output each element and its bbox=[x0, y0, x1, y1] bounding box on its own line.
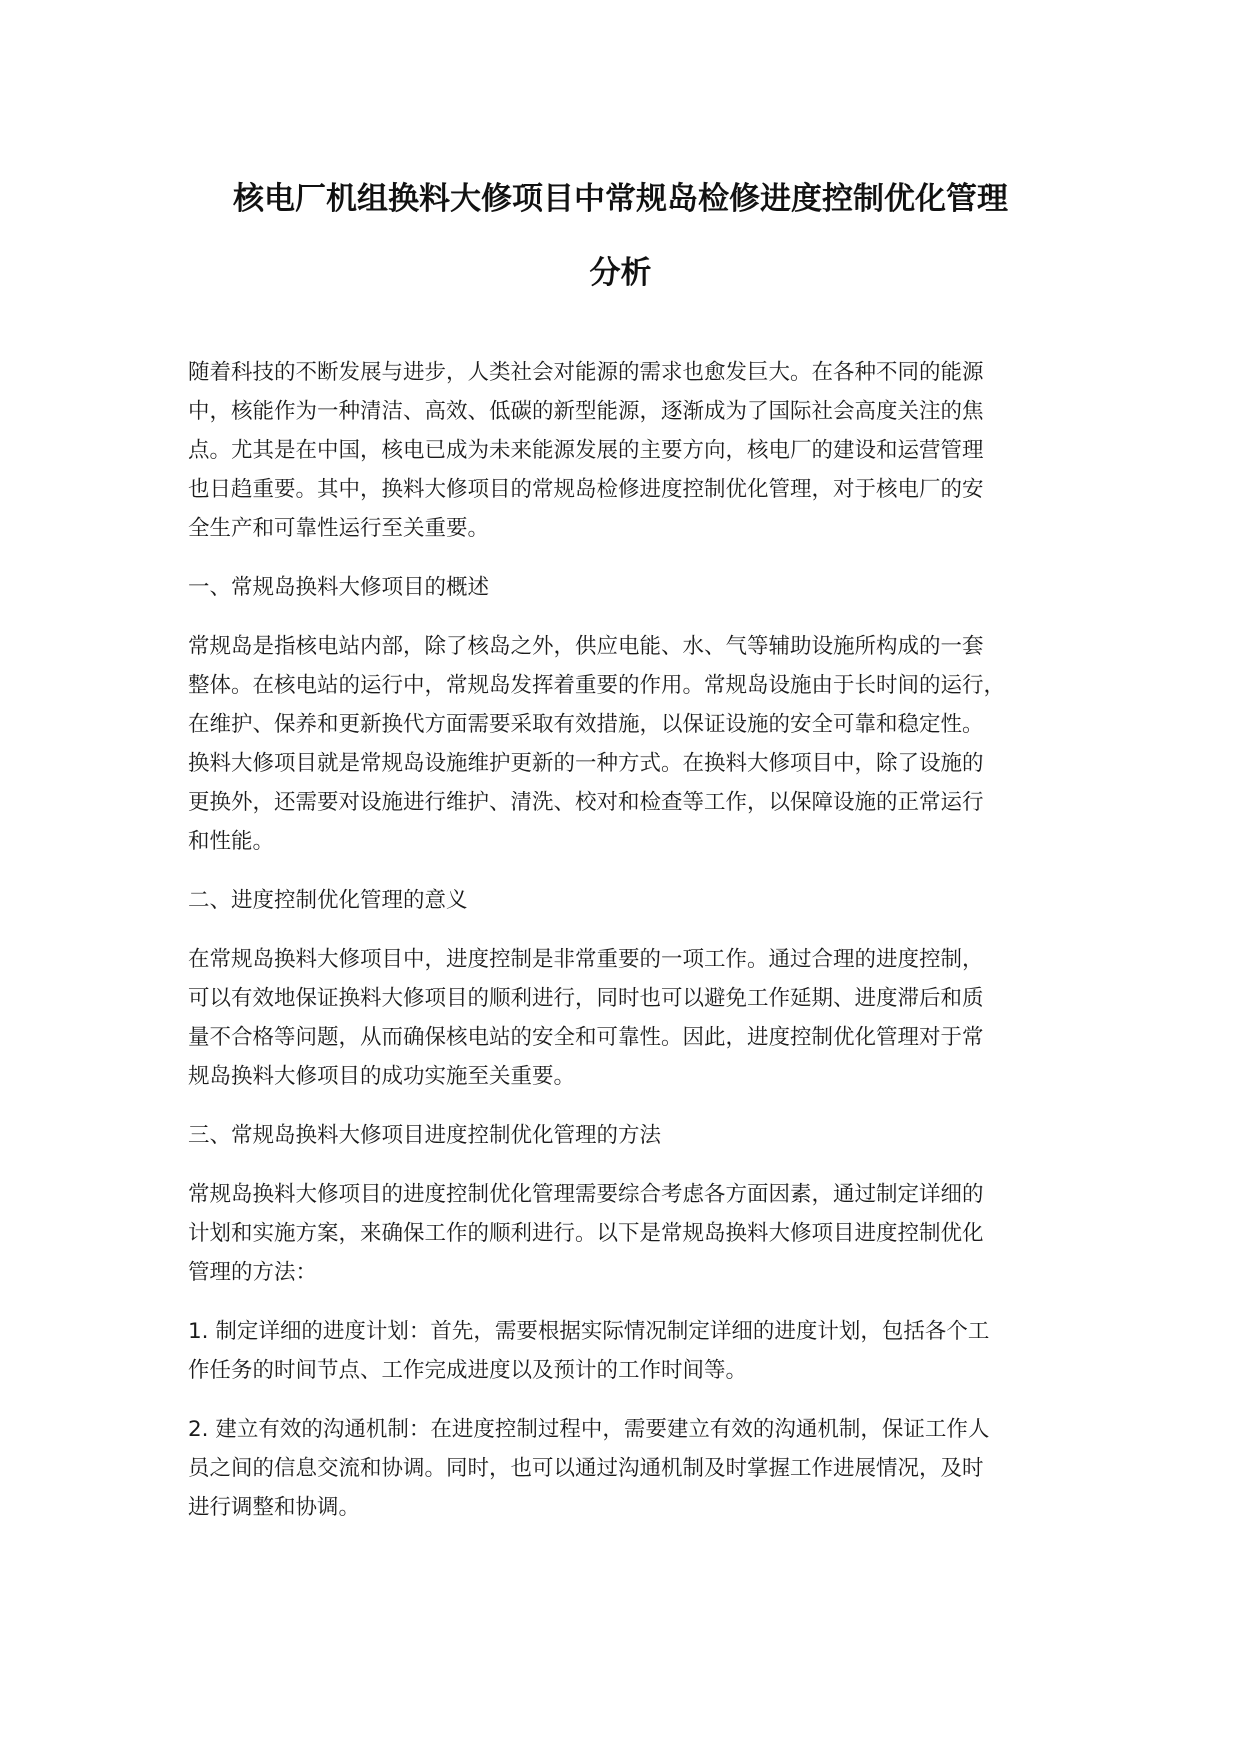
text-line: 随着科技的不断发展与进步，人类社会对能源的需求也愈发巨大。在各种不同的能源 bbox=[188, 360, 984, 385]
text-line: 全生产和可靠性运行至关重要。 bbox=[188, 516, 490, 541]
text-line: 规岛换料大修项目的成功实施至关重要。 bbox=[188, 1064, 576, 1089]
text-line: 点。尤其是在中国，核电已成为未来能源发展的主要方向，核电厂的建设和运营管理 bbox=[188, 438, 984, 463]
text-line: 2. 建立有效的沟通机制：在进度控制过程中，需要建立有效的沟通机制，保证工作人 bbox=[188, 1417, 990, 1442]
text-line: 1. 制定详细的进度计划：首先，需要根据实际情况制定详细的进度计划，包括各个工 bbox=[188, 1319, 990, 1344]
document-body bbox=[188, 353, 1068, 1547]
text-line: 在常规岛换料大修项目中，进度控制是非常重要的一项工作。通过合理的进度控制， bbox=[188, 947, 984, 972]
document-title-line-1: 核电厂机组换料大修项目中常规岛检修进度控制优化管理 bbox=[233, 181, 1008, 217]
intro-paragraph bbox=[188, 353, 1068, 548]
text-line: 在维护、保养和更新换代方面需要采取有效措施，以保证设施的安全可靠和稳定性。 bbox=[188, 712, 984, 737]
text-line: 常规岛换料大修项目的进度控制优化管理需要综合考虑各方面因素，通过制定详细的 bbox=[188, 1182, 984, 1207]
text-line: 进行调整和协调。 bbox=[188, 1495, 361, 1520]
text-line: 中，核能作为一种清洁、高效、低碳的新型能源，逐渐成为了国际社会高度关注的焦 bbox=[188, 399, 984, 424]
list-item-1 bbox=[188, 1312, 1068, 1390]
text-line: 更换外，还需要对设施进行维护、清洗、校对和检查等工作，以保障设施的正常运行 bbox=[188, 790, 984, 815]
text-line: 整体。在核电站的运行中，常规岛发挥着重要的作用。常规岛设施由于长时间的运行， bbox=[188, 673, 1006, 698]
section-1-paragraph bbox=[188, 627, 1068, 861]
text-line: 管理的方法： bbox=[188, 1260, 318, 1285]
text-line: 员之间的信息交流和协调。同时，也可以通过沟通机制及时掌握工作进展情况，及时 bbox=[188, 1456, 984, 1481]
text-line: 换料大修项目就是常规岛设施维护更新的一种方式。在换料大修项目中，除了设施的 bbox=[188, 751, 984, 776]
section-3-paragraph bbox=[188, 1175, 1068, 1292]
section-2-heading: 二、进度控制优化管理的意义 bbox=[188, 888, 468, 913]
section-2-paragraph bbox=[188, 940, 1068, 1096]
text-line: 和性能。 bbox=[188, 829, 275, 854]
text-line: 可以有效地保证换料大修项目的顺利进行，同时也可以避免工作延期、进度滞后和质 bbox=[188, 986, 984, 1011]
text-line: 量不合格等问题，从而确保核电站的安全和可靠性。因此，进度控制优化管理对于常 bbox=[188, 1025, 984, 1050]
text-line: 计划和实施方案，来确保工作的顺利进行。以下是常规岛换料大修项目进度控制优化 bbox=[188, 1221, 984, 1246]
text-line: 作任务的时间节点、工作完成进度以及预计的工作时间等。 bbox=[188, 1358, 748, 1383]
text-line: 也日趋重要。其中，换料大修项目的常规岛检修进度控制优化管理，对于核电厂的安 bbox=[188, 477, 984, 502]
document-title-line-2: 分析 bbox=[589, 255, 652, 291]
text-line: 常规岛是指核电站内部，除了核岛之外，供应电能、水、气等辅助设施所构成的一套 bbox=[188, 634, 984, 659]
list-item-2 bbox=[188, 1410, 1068, 1527]
section-3-heading: 三、常规岛换料大修项目进度控制优化管理的方法 bbox=[188, 1123, 662, 1148]
section-1-heading: 一、常规岛换料大修项目的概述 bbox=[188, 575, 490, 600]
